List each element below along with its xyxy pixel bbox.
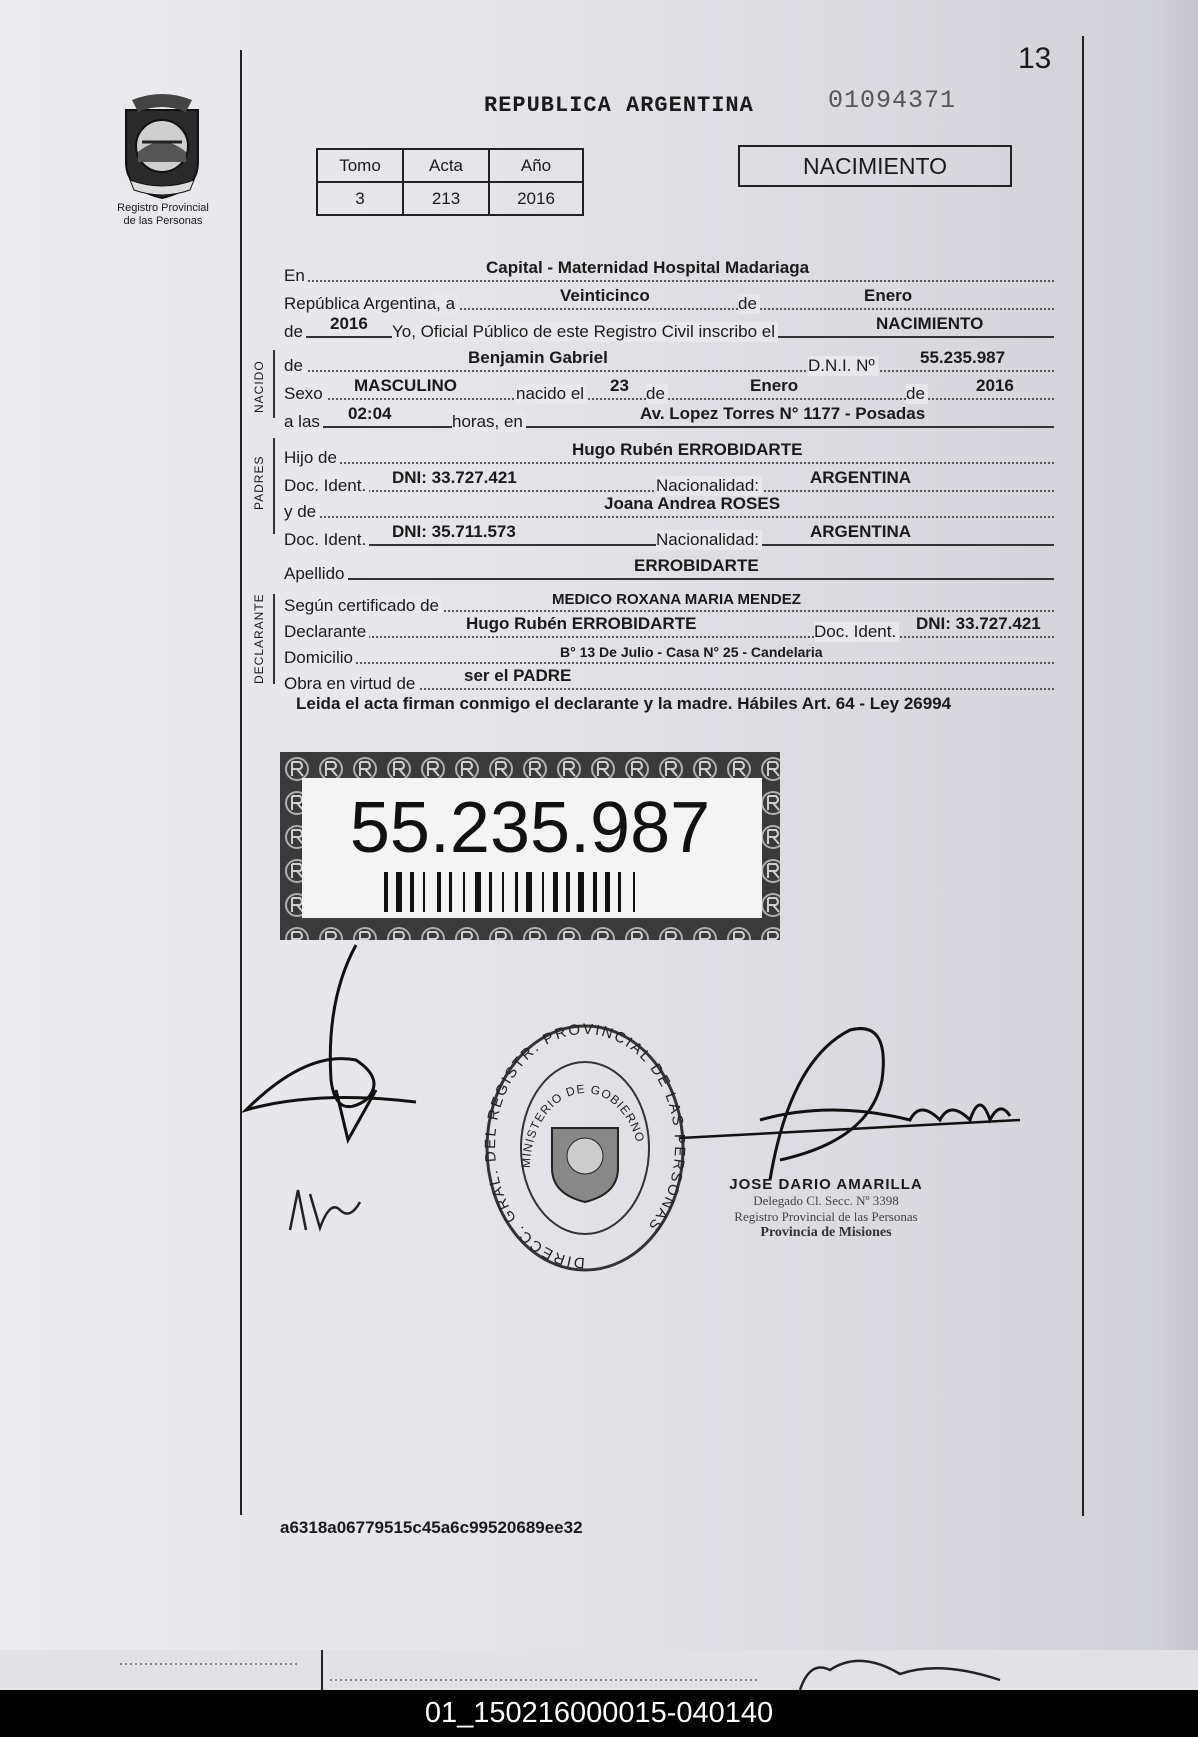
place-value: Capital - Maternidad Hospital Madariaga (486, 258, 810, 277)
mother-doc: DNI: 35.711.573 (392, 522, 516, 541)
barcode-bar (618, 872, 621, 912)
father-nationality: ARGENTINA (810, 468, 912, 487)
row-inscribe: de 2016 Yo, Oficial Público de este Registro Civil inscribo el NACIMIENTO (284, 314, 1054, 338)
barcode-bar (449, 872, 452, 912)
stamp-ring-text: DIRECC. GRAL. DEL REGISTR. PROVINCIAL DE LAS PERSONAS (481, 1020, 689, 1272)
value-tomo: 3 (317, 182, 403, 215)
document-title: REPUBLICA ARGENTINA (484, 93, 754, 118)
barcode-bar (515, 872, 518, 912)
mother-name: Joana Andrea ROSES (604, 494, 781, 513)
left-margin-line (240, 50, 242, 1515)
row-mother-doc: Doc. Ident. DNI: 35.711.573 Nacionalidad: ARGENTINA (284, 522, 1054, 546)
nacido-bracket (273, 350, 275, 418)
row-declarant: Declarante Hugo Rubén ERROBIDARTE Doc. Ident. DNI: 33.727.421 (284, 614, 1054, 638)
barcode-bar (437, 872, 441, 912)
declarant-name: Hugo Rubén ERROBIDARTE (466, 614, 697, 633)
official-signature-icon (650, 1020, 1030, 1190)
birth-month: Enero (750, 376, 799, 395)
document-hash: a6318a06779515c45a6c99520689ee32 (280, 1518, 583, 1537)
certificate-value: MEDICO ROXANA MARIA MENDEZ (552, 591, 801, 608)
day-value: Veinticinco (560, 286, 650, 305)
official-registry: Registro Provincial de las Personas (734, 1209, 918, 1224)
row-time: a las 02:04 horas, en Av. Lopez Torres N° 1177 - Posadas (284, 404, 1054, 428)
act-type-box: NACIMIENTO (738, 145, 1012, 187)
padres-label: PADRES (252, 455, 266, 510)
value-anio: 2016 (489, 182, 583, 215)
official-title: Delegado Cl. Secc. Nº 3398 (753, 1193, 899, 1208)
barcode-bar (423, 872, 425, 912)
row-address: Domicilio B° 13 De Julio - Casa N° 25 - Candelaria (284, 640, 1054, 664)
header-acta: Acta (403, 149, 489, 182)
barcode-bar (542, 872, 544, 912)
mother-signature-icon (280, 1180, 370, 1240)
barcode-bar (463, 872, 465, 912)
row-reason: Obra en virtud de ser el PADRE (284, 666, 1054, 690)
row-place: En Capital - Maternidad Hospital Madariaga (284, 258, 1054, 282)
right-margin-line (1082, 36, 1084, 1516)
official-province: Provincia de Misiones (760, 1225, 892, 1240)
row-father: Hijo de Hugo Rubén ERROBIDARTE (284, 440, 1054, 464)
father-doc: DNI: 33.727.421 (392, 468, 517, 487)
row-name: de Benjamin Gabriel D.N.I. Nº 55.235.987 (284, 348, 1054, 372)
barcode-number: 55.235.987 (349, 788, 711, 868)
barcode-bar (502, 872, 504, 912)
row-date: República Argentina, a Veinticinco de Enero (284, 286, 1054, 310)
next-page-edge (0, 1650, 1198, 1690)
nacido-label: NACIDO (252, 360, 266, 413)
barcode-bar (526, 872, 532, 912)
scan-footer: 01_150216000015-040140 (0, 1690, 1198, 1737)
barcode-bar (605, 872, 610, 912)
sex-value: MASCULINO (354, 376, 457, 395)
birth-time: 02:04 (348, 404, 392, 423)
birth-day: 23 (610, 376, 629, 395)
province-seal-icon (116, 92, 208, 200)
mother-nationality: ARGENTINA (810, 522, 912, 541)
stamp-inner-text: MINISTERIO DE GOBIERNO (518, 1081, 648, 1169)
official-block (696, 1176, 956, 1241)
barcode-bar (410, 872, 414, 912)
reason-value: ser el PADRE (464, 666, 572, 685)
header-anio: Año (489, 149, 583, 182)
barcode-bar (475, 872, 481, 912)
child-name: Benjamin Gabriel (468, 348, 608, 367)
dni-barcode-label (280, 752, 780, 940)
registry-label: Registro Provincial de las Personas (117, 202, 209, 227)
barcode-bar (593, 872, 597, 912)
row-mother: y de Joana Andrea ROSES (284, 494, 1054, 518)
barcode-bar (633, 872, 635, 912)
value-acta: 213 (403, 182, 489, 215)
surname-value: ERROBIDARTE (634, 556, 759, 575)
month-value: Enero (864, 286, 913, 305)
child-dni: 55.235.987 (920, 348, 1006, 367)
record-table (316, 148, 584, 216)
barcode-bar (553, 872, 558, 912)
padres-bracket (273, 438, 275, 534)
birth-year: 2016 (976, 376, 1014, 395)
declarant-signature-icon (236, 940, 426, 1150)
row-surname: Apellido ERROBIDARTE (284, 556, 1054, 580)
row-father-doc: Doc. Ident. DNI: 33.727.421 Nacionalidad: ARGENTINA (284, 468, 1054, 492)
declarant-doc: DNI: 33.727.421 (916, 614, 1041, 633)
event-value: NACIMIENTO (876, 314, 984, 333)
barcode-bar (384, 872, 388, 912)
legal-note: Leida el acta firman conmigo el declarante y la madre. Hábiles Art. 64 - Ley 26994 (296, 694, 952, 713)
declarante-bracket (273, 594, 275, 684)
barcode-bar (566, 872, 570, 912)
declarante-label: DECLARANTE (252, 593, 266, 684)
birth-place: Av. Lopez Torres N° 1177 - Posadas (640, 404, 926, 423)
row-certificate: Según certificado de MEDICO ROXANA MARIA MENDEZ (284, 588, 1054, 612)
barcode-bar (396, 872, 402, 912)
official-name: JOSE DARIO AMARILLA (729, 1176, 923, 1193)
page-number: 13 (1018, 42, 1052, 75)
father-name: Hugo Rubén ERROBIDARTE (572, 440, 803, 459)
header-tomo: Tomo (317, 149, 403, 182)
row-sex: Sexo MASCULINO nacido el 23 de Enero de 2016 (284, 376, 1054, 400)
address-value: B° 13 De Julio - Casa N° 25 - Candelaria (560, 644, 823, 660)
year-value: 2016 (330, 314, 368, 333)
serial-number: 01094371 (828, 86, 957, 115)
barcode-bar (489, 872, 492, 912)
barcode-bar (578, 872, 584, 912)
